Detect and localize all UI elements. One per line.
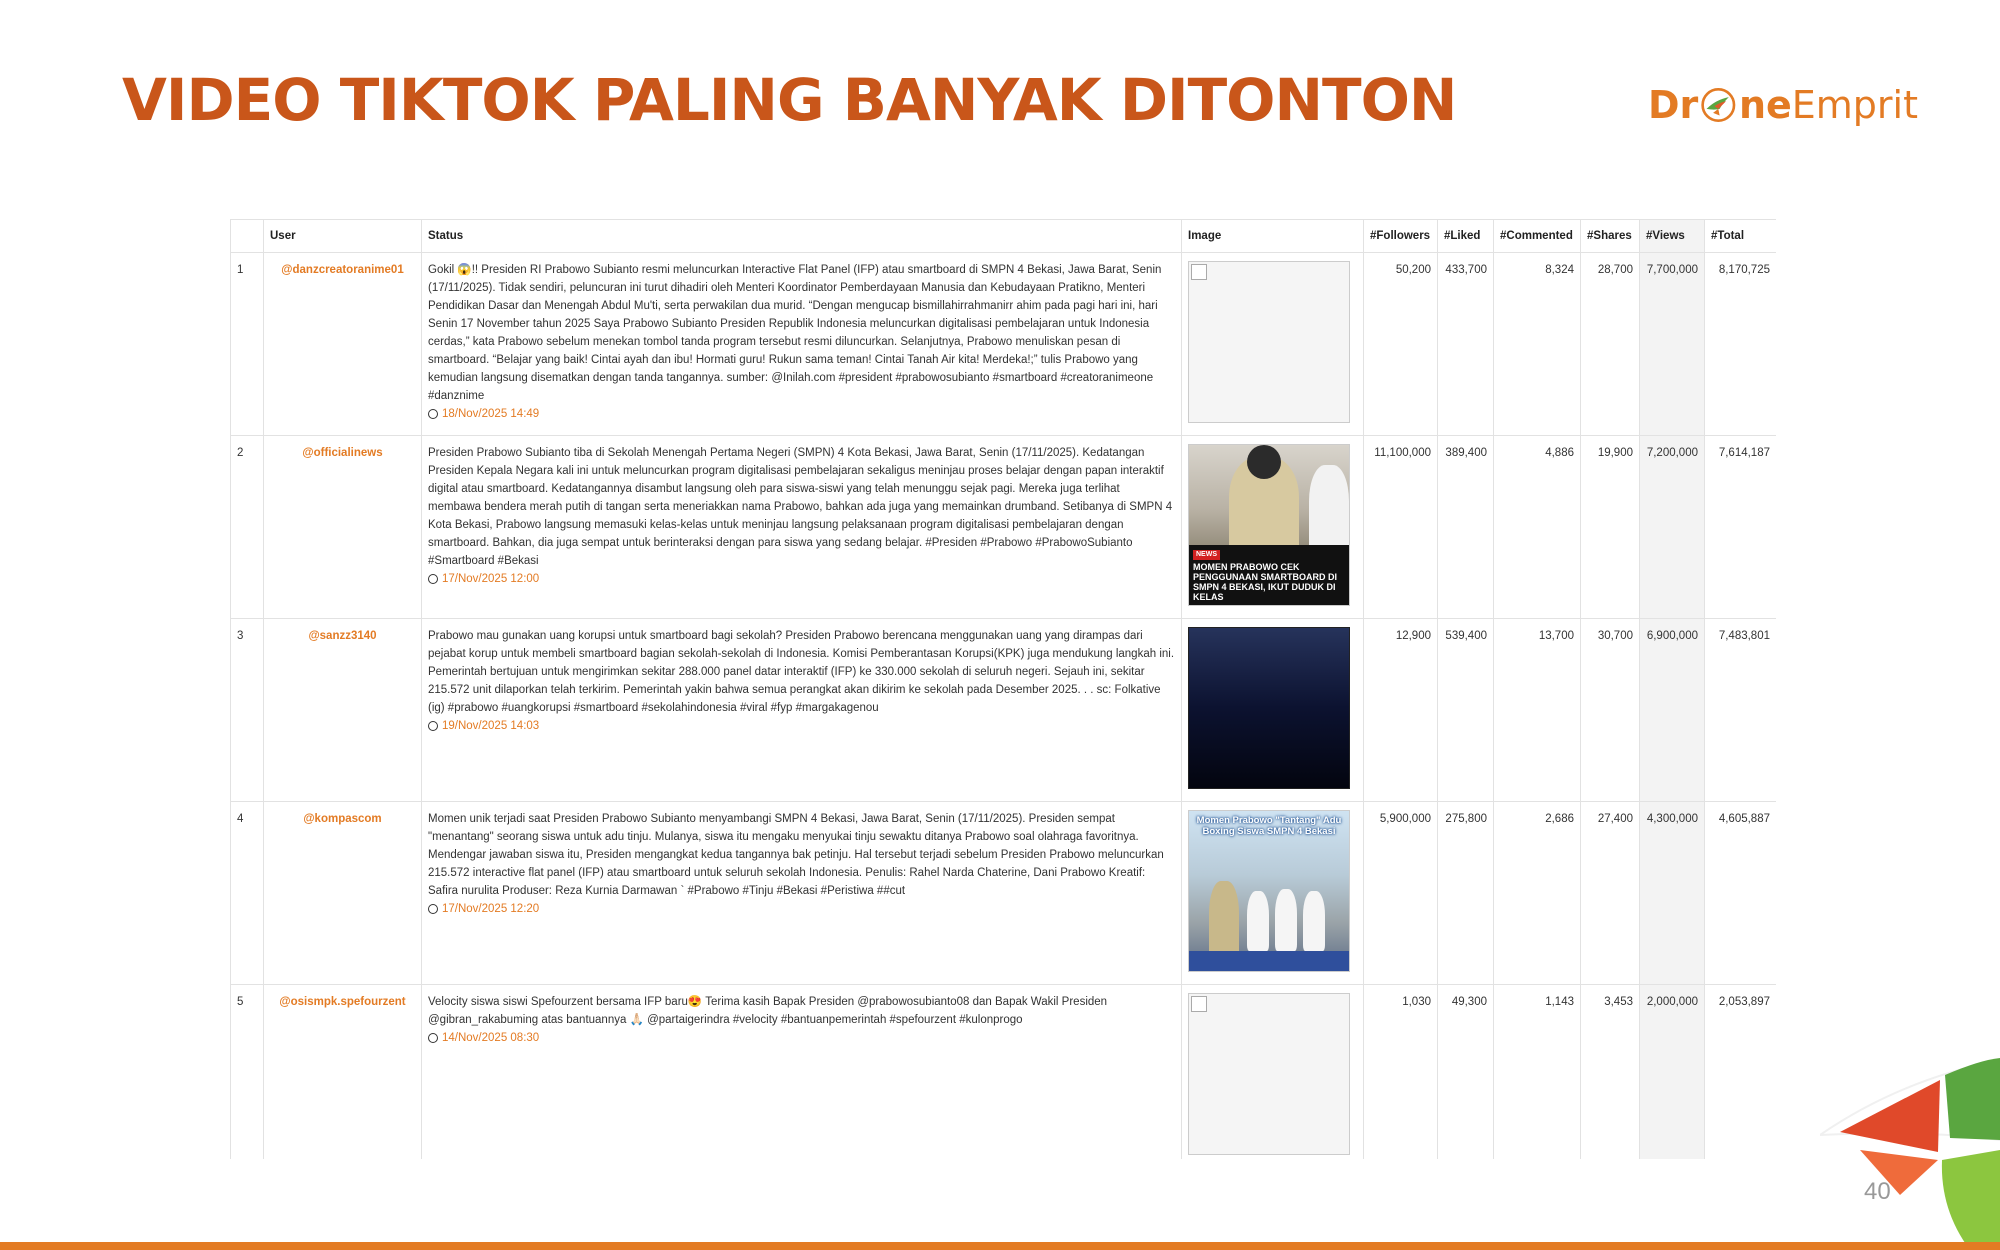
shares-value: 19,900 [1581, 436, 1640, 619]
total-value: 2,053,897 [1705, 985, 1777, 1160]
shares-value: 3,453 [1581, 985, 1640, 1160]
status-text: Velocity siswa siswi Spefourzent bersama IFP baru😍 Terima kasih Bapak Presiden @prabowosubianto08 dan Bapak Wakil Presiden @gibran_rakabuming atas bantuannya 🙏🏻 @partaigerindra #velocity #bantuanpemerintah #spefourzent #kulonprogo [428, 996, 1108, 1026]
image-cell [1182, 985, 1364, 1160]
header-index [231, 220, 264, 253]
student-figure [1309, 465, 1349, 555]
clock-icon [428, 574, 438, 584]
logo-text-part1: Dr [1648, 83, 1699, 127]
commented-value: 1,143 [1494, 985, 1581, 1160]
header-followers[interactable]: #Followers [1364, 220, 1438, 253]
status-cell [422, 253, 1182, 436]
liked-value: 539,400 [1438, 619, 1494, 802]
post-date-text: 18/Nov/2025 14:49 [442, 408, 540, 420]
views-value: 2,000,000 [1640, 985, 1705, 1160]
shares-value: 30,700 [1581, 619, 1640, 802]
shares-value: 27,400 [1581, 802, 1640, 985]
page-title: VIDEO TIKTOK PALING BANYAK DITONTON [122, 66, 1457, 134]
clock-icon [428, 409, 438, 419]
post-date[interactable] [428, 405, 1175, 423]
status-text: Prabowo mau gunakan uang korupsi untuk smartboard bagi sekolah? Presiden Prabowo berencana menggunakan uang yang dirampas dari pejabat korup untuk membeli smartboard bagian sekolah-sekolah di Indonesia. Komisi Pemberantasan Korupsi(KPK) juga mendukung langkah ini. Pemerintah bertujuan untuk mengirimkan sekitar 288.000 panel datar interaktif (IFP) ke 330.000 sekolah di seluruh negeri. Sejauh ini, sekitar 215.572 unit dilaporkan telah terkirim. Pemerintah yakin bahwa semua perangkat akan dikirim ke sekolah pada Desember 2025. . . sc: Folkative (ig) #prabowo #uangkorupsi #smartboard #sekolahindonesia #viral #fyp #margakagenou [428, 630, 1175, 714]
post-date[interactable] [428, 1029, 1175, 1047]
header-user[interactable]: User [264, 220, 422, 253]
status-text: Momen unik terjadi saat Presiden Prabowo Subianto menyambangi SMPN 4 Bekasi, Jawa Barat, Senin (17/11/2025). Presiden sempat "menantang" seorang siswa untuk adu tinju. Mulanya, siswa itu mengaku menyukai tinju sewaktu ditanya Prabowo soal olahraga favoritnya. Mendengar jawaban siswa itu, Presiden mengangkat kedua tangannya bak petinju. Hal tersebut terjadi sebelum Presiden Prabowo meluncurkan 215.572 interactive flat panel (IFP) atau smartboard untuk seluruh sekolah Indonesia. Penulis: Rahel Narda Chaterine, Dani Prabowo Kreatif: Safira nurulita Produser: Reza Kurnia Darmawan ` #Prabowo #Tinju #Bekasi #Peristiwa ##cut [428, 813, 1164, 897]
liked-value: 49,300 [1438, 985, 1494, 1160]
views-value: 4,300,000 [1640, 802, 1705, 985]
status-text: Presiden Prabowo Subianto tiba di Sekolah Menengah Pertama Negeri (SMPN) 4 Kota Bekasi, Jawa Barat, Senin (17/11/2025). Kedatangan Presiden Kepala Negara kali ini untuk meluncurkan program digitalisasi pembelajaran sekaligus meninjau proses belajar dengan papan interaktif digital atau smartboard. Kedatangannya disambut langsung oleh para siswa-siswi yang telah menunggu sejak pagi. Mereka juga terlihat membawa bendera merah putih di tangan serta meneriakkan nama Prabowo, bahkan ada juga yang memainkan drumband. Setibanya di SMPN 4 Kota Bekasi, Prabowo langsung memasuki kelas-kelas untuk meninjau langsung pelaksanaan program digitalisasi pembelajaran dengan smartboard. Bahkan, dia juga sempat untuk berinteraksi dengan para siswa yang sedang belajar. #Presiden #Prabowo #PrabowoSubianto #Smartboard #Bekasi [428, 447, 1173, 567]
user-link[interactable]: @officialinews [264, 436, 422, 619]
header-liked[interactable]: #Liked [1438, 220, 1494, 253]
views-value: 6,900,000 [1640, 619, 1705, 802]
post-date-text: 14/Nov/2025 08:30 [442, 1032, 540, 1044]
views-value: 7,200,000 [1640, 436, 1705, 619]
video-thumbnail[interactable] [1188, 627, 1350, 789]
student-figure [1275, 889, 1297, 951]
commented-value: 4,886 [1494, 436, 1581, 619]
table-row [231, 436, 1777, 619]
image-cell [1182, 436, 1364, 619]
table-row [231, 253, 1777, 436]
followers-value: 12,900 [1364, 619, 1438, 802]
followers-value: 11,100,000 [1364, 436, 1438, 619]
commented-value: 13,700 [1494, 619, 1581, 802]
row-index: 1 [231, 253, 264, 436]
video-thumbnail[interactable] [1188, 444, 1350, 606]
total-value: 4,605,887 [1705, 802, 1777, 985]
user-link[interactable]: @osismpk.spefourzent [264, 985, 422, 1160]
commented-value: 8,324 [1494, 253, 1581, 436]
bottom-accent-bar [0, 1242, 2000, 1250]
liked-value: 275,800 [1438, 802, 1494, 985]
commented-value: 2,686 [1494, 802, 1581, 985]
shares-value: 28,700 [1581, 253, 1640, 436]
user-link[interactable]: @kompascom [264, 802, 422, 985]
liked-value: 433,700 [1438, 253, 1494, 436]
post-date[interactable] [428, 717, 1175, 735]
row-index: 3 [231, 619, 264, 802]
thumbnail-caption [1189, 545, 1349, 605]
clock-icon [428, 721, 438, 731]
person-figure [1209, 881, 1239, 961]
status-cell [422, 802, 1182, 985]
image-cell [1182, 619, 1364, 802]
row-index: 4 [231, 802, 264, 985]
table-row [231, 619, 1777, 802]
views-value: 7,700,000 [1640, 253, 1705, 436]
post-date-text: 17/Nov/2025 12:20 [442, 903, 540, 915]
image-cell [1182, 802, 1364, 985]
person-head [1247, 445, 1281, 479]
tiktok-table-container [230, 219, 1776, 1159]
logo-text-part2: ne [1738, 83, 1792, 127]
header-shares[interactable]: #Shares [1581, 220, 1640, 253]
status-cell [422, 619, 1182, 802]
header-views[interactable]: #Views [1640, 220, 1705, 253]
post-date[interactable] [428, 900, 1175, 918]
table-row [231, 802, 1777, 985]
student-figure [1247, 891, 1269, 951]
total-value: 7,614,187 [1705, 436, 1777, 619]
student-figure [1303, 891, 1325, 951]
user-link[interactable]: @sanzz3140 [264, 619, 422, 802]
header-image[interactable]: Image [1182, 220, 1364, 253]
post-date-text: 17/Nov/2025 12:00 [442, 573, 540, 585]
thumbnail-caption-text: MOMEN PRABOWO CEK PENGGUNAAN SMARTBOARD DI SMPN 4 BEKASI, IKUT DUDUK DI KELAS [1193, 562, 1337, 602]
followers-value: 50,200 [1364, 253, 1438, 436]
drone-emprit-logo [1648, 70, 1918, 140]
table-header-row [231, 220, 1777, 253]
floor-mat [1189, 951, 1349, 971]
logo-text-part3: Emprit [1791, 83, 1918, 127]
clock-icon [428, 1033, 438, 1043]
row-index: 2 [231, 436, 264, 619]
status-text: Gokil 😱!! Presiden RI Prabowo Subianto resmi meluncurkan Interactive Flat Panel (IFP) atau smartboard di SMPN 4 Bekasi, Jawa Barat, Senin (17/11/2025). Tidak sendiri, peluncuran ini turut dihadiri oleh Menteri Koordinator Pemberdayaan Manusia dan Kebudayaan Pratikno, Menteri Pendidikan Dasar dan Menengah Abdul Mu'ti, serta perwakilan dua murid. “Dengan mengucap bismillahirrahmanirr ahim pada pagi hari ini, hari Senin 17 November tahun 2025 Saya Prabowo Subianto Presiden Republik Indonesia meluncurkan digitalisasi pembelajaran untuk Indonesia cerdas,” kata Prabowo sebelum menekan tombol tanda program tersebut resmi diluncurkan. Selanjutnya, Prabowo menuliskan pesan di smartboard. “Belajar yang baik! Cintai ayah dan ibu! Hormati guru! Rukun sama teman! Cintai Tanah Air kita! Merdeka!;” tulis Prabowo yang kemudian langsung disematkan dengan tanda tangannya. sumber: @Inilah.com #president #prabowosubianto #smartboard #creatoranimeone #danznime [428, 264, 1162, 402]
page-number: 40 [1864, 1178, 1891, 1205]
broken-image-icon[interactable] [1188, 261, 1350, 423]
followers-value: 5,900,000 [1364, 802, 1438, 985]
header-commented[interactable]: #Commented [1494, 220, 1581, 253]
table-row [231, 985, 1777, 1160]
post-date-text: 19/Nov/2025 14:03 [442, 720, 540, 732]
header-total[interactable]: #Total [1705, 220, 1777, 253]
clock-icon [428, 904, 438, 914]
corner-leaf-decoration [1820, 1020, 2000, 1250]
tiktok-table [230, 219, 1776, 1159]
broken-image-icon[interactable] [1188, 993, 1350, 1155]
status-cell [422, 985, 1182, 1160]
followers-value: 1,030 [1364, 985, 1438, 1160]
header-status[interactable]: Status [422, 220, 1182, 253]
news-tag: NEWS [1193, 550, 1220, 560]
logo-bird-icon [1700, 77, 1737, 133]
total-value: 7,483,801 [1705, 619, 1777, 802]
post-date[interactable] [428, 570, 1175, 588]
video-thumbnail[interactable] [1188, 810, 1350, 972]
user-link[interactable]: @danzcreatoranime01 [264, 253, 422, 436]
status-cell [422, 436, 1182, 619]
liked-value: 389,400 [1438, 436, 1494, 619]
thumbnail-overlay-text: Momen Prabowo "Tantang" Adu Boxing Siswa SMPN 4 Bekasi [1196, 815, 1342, 837]
total-value: 8,170,725 [1705, 253, 1777, 436]
row-index: 5 [231, 985, 264, 1160]
image-cell [1182, 253, 1364, 436]
